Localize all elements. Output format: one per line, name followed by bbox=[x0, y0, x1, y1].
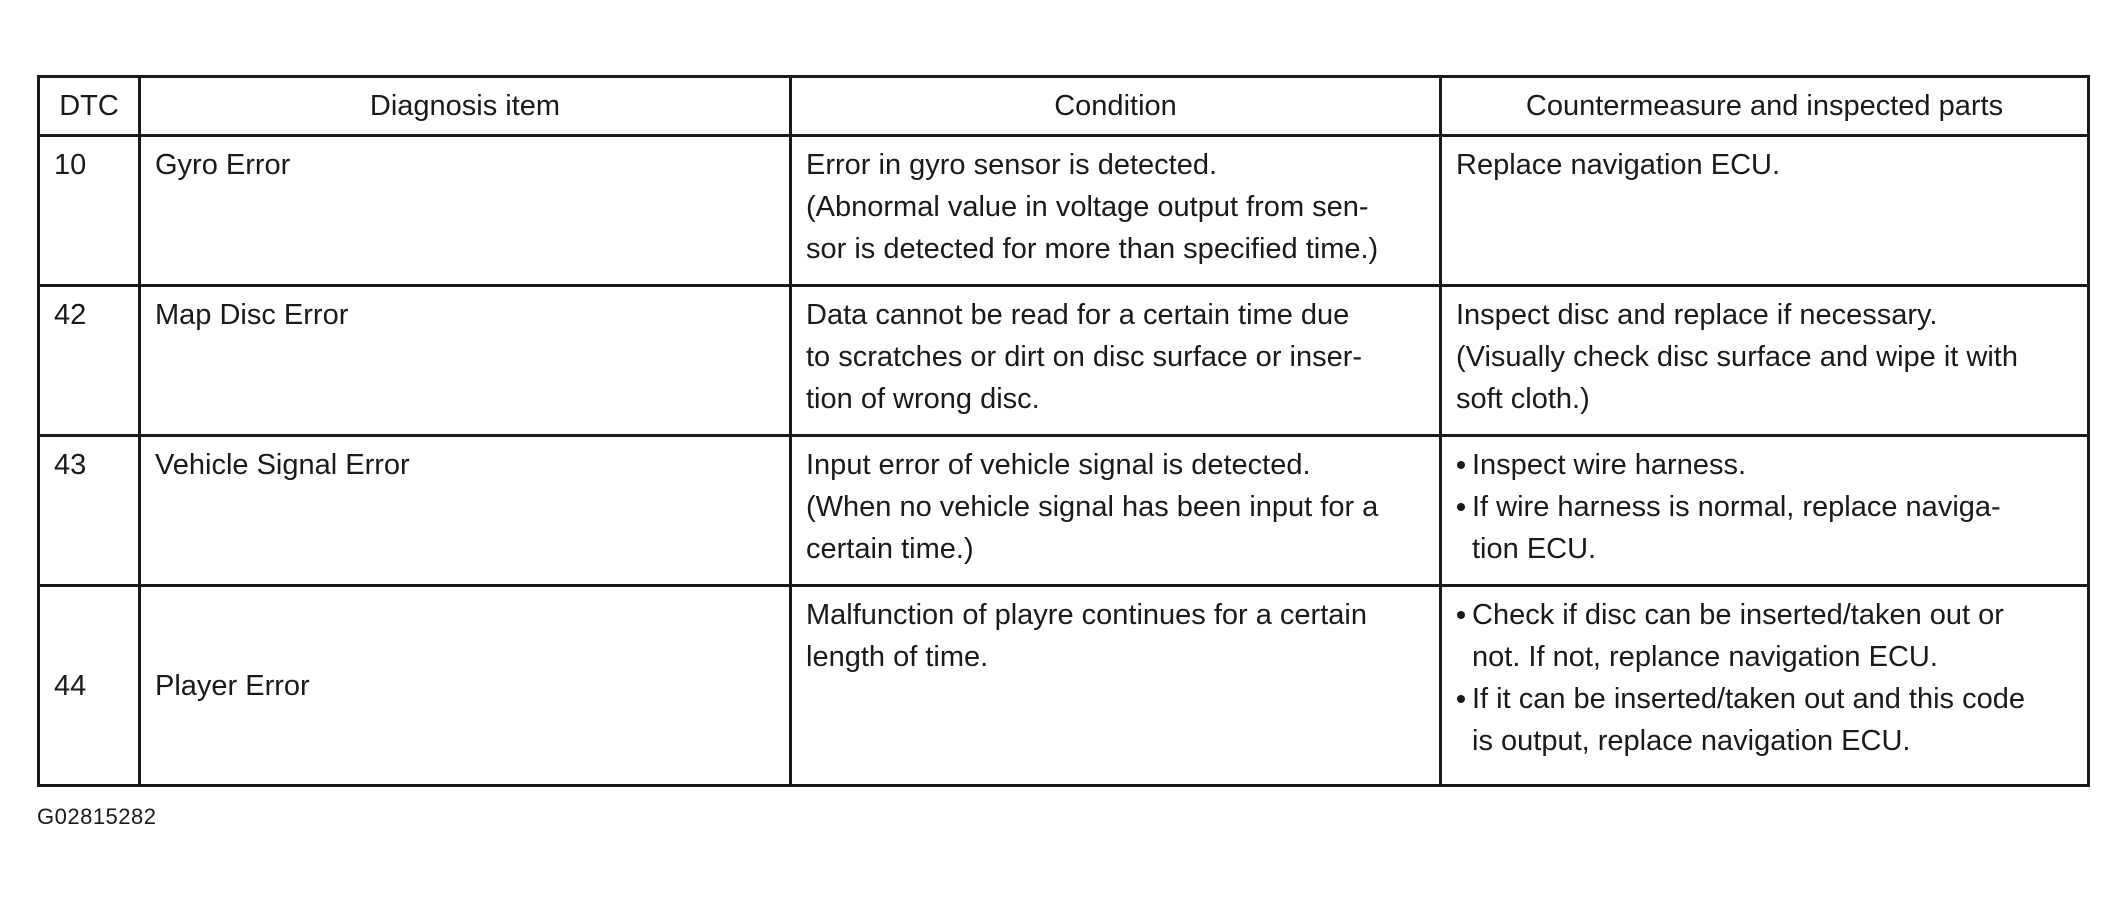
header-countermeasure: Countermeasure and inspected parts bbox=[1441, 77, 2089, 136]
countermeasure-line: soft cloth.) bbox=[1456, 383, 1590, 415]
table-header-row bbox=[39, 77, 2089, 136]
bullet-line: If it can be inserted/taken out and this code bbox=[1472, 683, 2025, 715]
bullet-line: Check if disc can be inserted/taken out or bbox=[1472, 599, 2004, 631]
diagnosis-item: Map Disc Error bbox=[140, 286, 791, 436]
bullet-line: not. If not, replance navigation ECU. bbox=[1472, 641, 1938, 673]
bullet-item bbox=[1456, 486, 2073, 570]
countermeasure-line: (Visually check disc surface and wipe it with bbox=[1456, 341, 2018, 373]
diagnosis-item: Player Error bbox=[140, 586, 791, 786]
dtc-code: 44 bbox=[39, 586, 140, 786]
diagnosis-item: Vehicle Signal Error bbox=[140, 436, 791, 586]
countermeasure-line: Inspect disc and replace if necessary. bbox=[1456, 299, 1938, 331]
dtc-code: 10 bbox=[39, 136, 140, 286]
countermeasure-line: Replace navigation ECU. bbox=[1456, 149, 1781, 181]
bullet-item bbox=[1456, 678, 2073, 762]
condition-line: sor is detected for more than specified time.) bbox=[806, 233, 1379, 265]
dtc-code: 43 bbox=[39, 436, 140, 586]
diagnosis-item: Gyro Error bbox=[140, 136, 791, 286]
header-dtc: DTC bbox=[39, 77, 140, 136]
bullet-line: is output, replace navigation ECU. bbox=[1472, 725, 1911, 757]
condition-line: (When no vehicle signal has been input for a bbox=[806, 491, 1379, 523]
condition-line: Data cannot be read for a certain time due bbox=[806, 299, 1350, 331]
bullet-line: Inspect wire harness. bbox=[1472, 449, 1747, 481]
header-diagnosis-item: Diagnosis item bbox=[140, 77, 791, 136]
condition-line: Malfunction of playre continues for a certain bbox=[806, 599, 1367, 631]
countermeasure-cell bbox=[1441, 136, 2089, 286]
header-condition: Condition bbox=[791, 77, 1441, 136]
bullet-line: tion ECU. bbox=[1472, 533, 1597, 565]
dtc-code: 42 bbox=[39, 286, 140, 436]
condition-cell bbox=[791, 436, 1441, 586]
table-row bbox=[39, 286, 2089, 436]
condition-line: tion of wrong disc. bbox=[806, 383, 1040, 415]
dtc-table bbox=[37, 75, 2090, 787]
countermeasure-cell bbox=[1441, 586, 2089, 786]
condition-line: certain time.) bbox=[806, 533, 974, 565]
condition-line: (Abnormal value in voltage output from sen- bbox=[806, 191, 1369, 223]
condition-cell bbox=[791, 136, 1441, 286]
table-row bbox=[39, 136, 2089, 286]
condition-line: Error in gyro sensor is detected. bbox=[806, 149, 1218, 181]
condition-line: to scratches or dirt on disc surface or inser- bbox=[806, 341, 1363, 373]
condition-cell bbox=[791, 286, 1441, 436]
table-row bbox=[39, 586, 2089, 786]
table-row bbox=[39, 436, 2089, 586]
bullet-item bbox=[1456, 594, 2073, 678]
figure-code: G02815282 bbox=[37, 804, 157, 829]
condition-cell bbox=[791, 586, 1441, 786]
countermeasure-cell bbox=[1441, 286, 2089, 436]
bullet-line: If wire harness is normal, replace naviga- bbox=[1472, 491, 2001, 523]
condition-line: Input error of vehicle signal is detected. bbox=[806, 449, 1311, 481]
condition-line: length of time. bbox=[806, 641, 989, 673]
bullet-item bbox=[1456, 444, 2073, 486]
countermeasure-cell bbox=[1441, 436, 2089, 586]
